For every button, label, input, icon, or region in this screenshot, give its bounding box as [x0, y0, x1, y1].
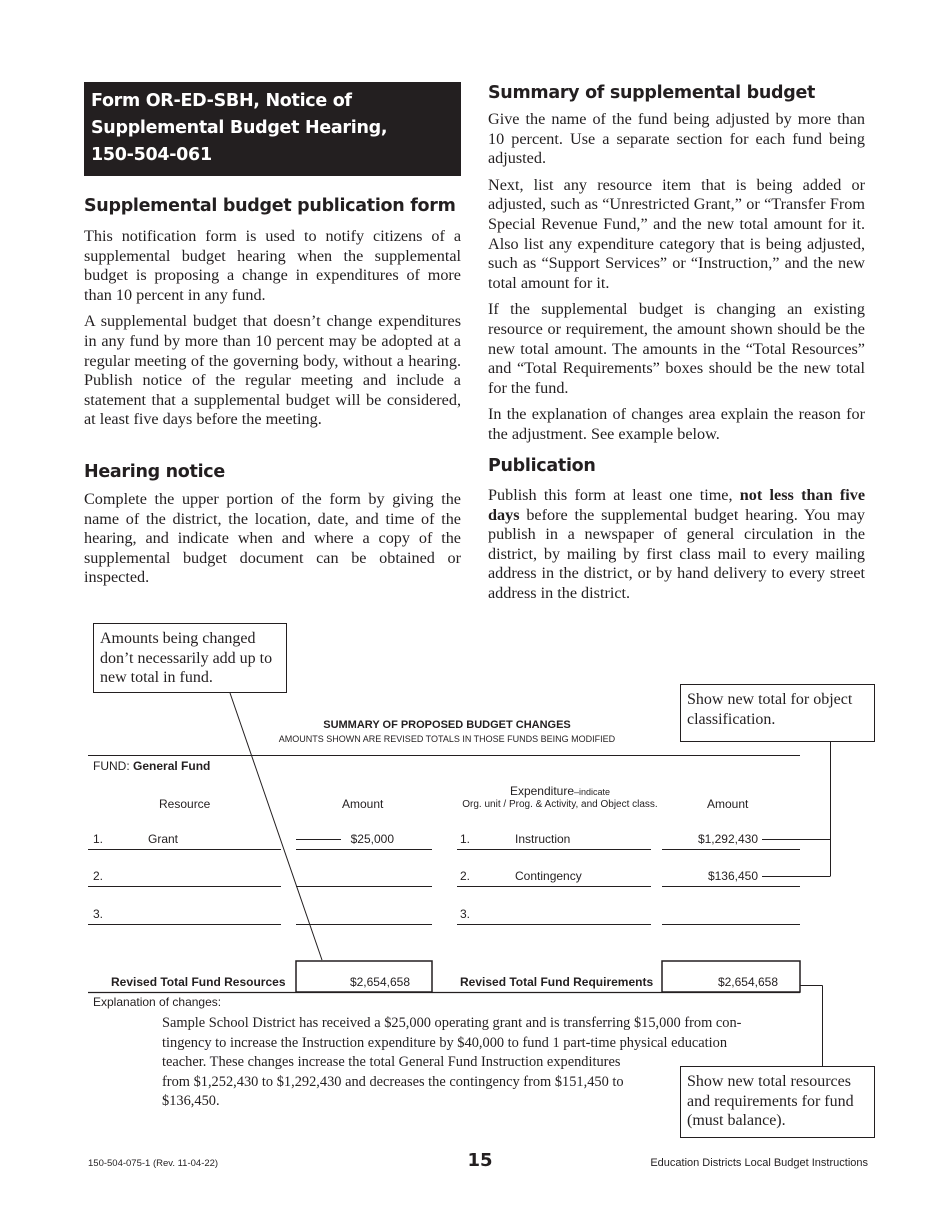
title-line: 150-504-061 — [91, 145, 212, 165]
expenditure-indicate: –indicate — [574, 787, 611, 797]
text: Publish this form at least one time, — [488, 486, 740, 504]
paragraph: In the explanation of changes area explain the reason for the adjustment. See example below. — [488, 405, 865, 443]
paragraph: Next, list any resource item that is being added or adjusted, such as “Unrestricted Grant,” or “Transfer From Special Revenue Fund,” and the new total amount for it. Also list any expenditure category that is being adjusted, such as “Support Services” or “Instruction,” and the new total amount for it. — [488, 175, 865, 292]
callout-amounts-changed: Amounts being changed don’t necessarily add up to new total in fund. — [93, 623, 287, 693]
title-line: Form OR-ED-SBH, Notice of — [91, 91, 352, 111]
expenditure-label: Expenditure — [509, 784, 574, 798]
expenditure-num: 3. — [460, 907, 471, 921]
resource-num: 1. — [93, 832, 104, 846]
form-title: SUMMARY OF PROPOSED BUDGET CHANGES — [323, 719, 571, 731]
amount-header: Amount — [342, 797, 384, 811]
form-subtitle: AMOUNTS SHOWN ARE REVISED TOTALS IN THOSE FUNDS BEING MODIFIED — [278, 734, 616, 744]
resource-amount: $25,000 — [350, 832, 394, 846]
paragraph: This notification form is used to notify citizens of a supplemental budget hearing when the supplemental budget is proposing a change in expenditures of more than 10 percent in any fund. — [84, 227, 461, 304]
explanation-line: Sample School District has received a $25,000 operating grant and is transferring $15,000 from con- — [162, 1015, 742, 1031]
emphasis: not less than five days — [488, 486, 865, 524]
expenditure-subheader: Org. unit / Prog. & Activity, and Object class. — [462, 799, 658, 810]
expenditure-amount: $136,450 — [707, 869, 758, 883]
page-number: 15 — [467, 1150, 493, 1171]
expenditure-name: Contingency — [515, 869, 582, 883]
expenditure-num: 1. — [460, 832, 471, 846]
resource-num: 3. — [93, 907, 104, 921]
fund-line — [93, 759, 210, 773]
explanation-label: Explanation of changes: — [93, 995, 222, 1009]
resource-num: 2. — [93, 869, 104, 883]
total-requirements-label: Revised Total Fund Requirements — [460, 975, 654, 989]
text: before the supplemental budget hearing. You may publish in a newspaper of general circulation in the district, by mailing by first class mail to every mailing address in the district, or by hand delivery to every street address in the district. — [488, 505, 865, 602]
amount-header: Amount — [707, 797, 749, 811]
expenditure-num: 2. — [460, 869, 471, 883]
footer-doc-title: Education Districts Local Budget Instructions — [650, 1157, 868, 1169]
total-requirements-value: $2,654,658 — [717, 975, 778, 989]
resource-name: Grant — [148, 832, 179, 846]
paragraph: Give the name of the fund being adjusted by more than 10 percent. Use a separate section for each fund being adjusted. — [488, 110, 865, 168]
paragraph: A supplemental budget that doesn’t change expenditures in any fund by more than 10 percent may be adopted at a regular meeting of the governing body, without a hearing. Publish notice of the regular meeting and include a statement that a supplemental budget will be considered, at least five days before the meeting. — [84, 312, 461, 429]
explanation-line: teacher. These changes increase the total General Fund Instruction expenditures — [162, 1054, 621, 1070]
explanation-line: tingency to increase the Instruction expenditure by $40,000 to fund 1 part-time physical education — [162, 1034, 728, 1051]
paragraph: If the supplemental budget is changing an existing resource or requirement, the amount shown should be the new total amount. The amounts in the “Total Resources” and “Total Requirements” boxes should be the new total for the fund. — [488, 300, 865, 397]
resource-header: Resource — [159, 797, 211, 811]
fund-name: General Fund — [133, 759, 211, 773]
explanation-text — [162, 1014, 741, 1112]
fund-label: FUND: — [93, 759, 130, 773]
paragraph: Complete the upper portion of the form by giving the name of the district, the location, date, and time of the hearing, and indicate when and where a copy of the supplemental budget document can be obtained or inspected. — [84, 490, 461, 587]
expenditure-header — [430, 784, 690, 798]
heading-summary: Summary of supplemental budget — [488, 83, 816, 103]
total-resources-label: Revised Total Fund Resources — [111, 975, 286, 989]
footer-form-number: 150-504-075-1 (Rev. 11-04-22) — [88, 1158, 219, 1169]
heading-publication-form: Supplemental budget publication form — [84, 196, 456, 216]
title-line: Supplemental Budget Hearing, — [91, 118, 388, 138]
explanation-line: $136,450. — [162, 1093, 220, 1109]
heading-hearing-notice: Hearing notice — [84, 462, 225, 482]
callout-object-classification: Show new total for object classification. — [680, 684, 875, 742]
callout-must-balance: Show new total resources and requirements for fund (must balance). — [680, 1066, 875, 1138]
expenditure-amount: $1,292,430 — [697, 832, 758, 846]
explanation-line: from $1,252,430 to $1,292,430 and decreases the contingency from $151,450 to — [162, 1073, 624, 1090]
expenditure-name: Instruction — [515, 832, 571, 846]
total-resources-value: $2,654,658 — [349, 975, 410, 989]
heading-publication: Publication — [488, 456, 596, 476]
